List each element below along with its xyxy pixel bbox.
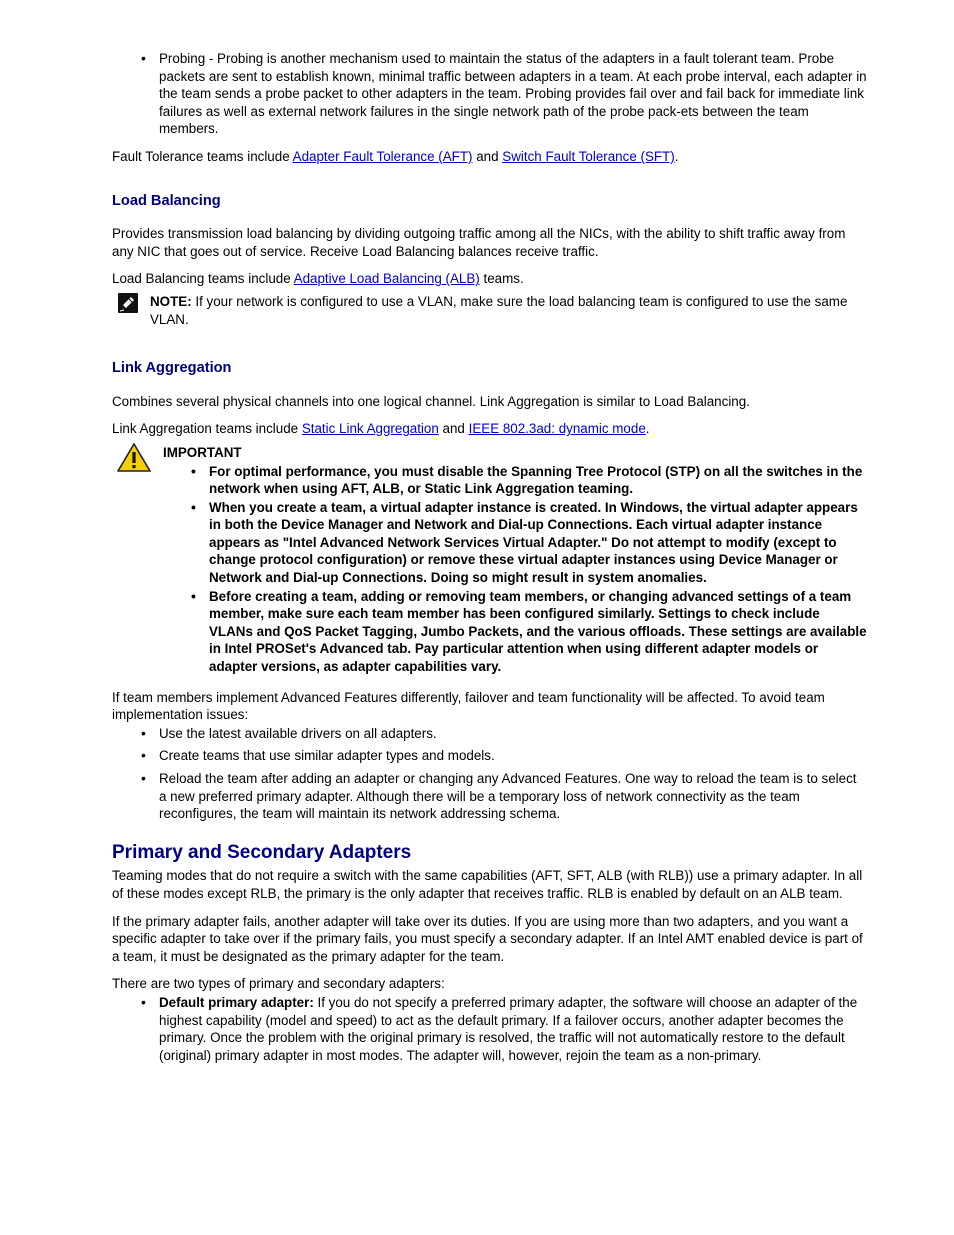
alb-link[interactable]: Adaptive Load Balancing (ALB) bbox=[293, 271, 480, 287]
default-primary-item bbox=[159, 994, 867, 1064]
important-item: • When you create a team, a virtual adapter instance is created. In Windows, the virtual adapter appears in both the Device Manager and Network and Dial-up Connections. Each virtual adapter instance appears as "Intel Advanced Network Services Virtual Adapter." Do not attempt to modify (except to change protocol configuration) or remove these virtual adapter instances using Device Manager or Network and Dial-up Connections. Doing so might result in system anomalies. bbox=[209, 499, 867, 587]
vlan-note bbox=[112, 293, 867, 328]
load-balancing-heading: Load Balancing bbox=[112, 192, 221, 209]
primary-secondary-paragraph-1: Teaming modes that do not require a switch with the same capabilities (AFT, SFT, ALB (with RLB)) use a primary adapter. In all of these modes except RLB, the primary is the only adapter that receives traffic. RLB is enabled by default on an ALB team. bbox=[112, 868, 863, 901]
probing-item: • Probing - Probing is another mechanism used to maintain the status of the adapters in a fault tolerant team. Probe packets are sent to establish known, minimal traffic between adapters in a team. At each probe interval, each adapter in the team sends a probe packet to other adapters in the team. Probing provides fail over and fail back for immediate link failures as well as external network failures in the single network path of the probe pack-ets between the team members. bbox=[159, 50, 867, 138]
load-balancing-teams-paragraph: Load Balancing teams include Adaptive Load Balancing (ALB) teams. bbox=[112, 271, 524, 287]
default-primary-label: Default primary adapter: bbox=[159, 994, 314, 1010]
important-label: IMPORTANT bbox=[163, 444, 242, 460]
note-text: If your network is configured to use a VLAN, make sure the load balancing team is configured to use the same VLAN. bbox=[150, 293, 848, 327]
link-aggregation-paragraph: Combines several physical channels into one logical channel. Link Aggregation is similar to Load Balancing. bbox=[112, 393, 750, 409]
probing-list bbox=[112, 50, 867, 138]
load-balancing-paragraph: Provides transmission load balancing by dividing outgoing traffic among all the NICs, with the ability to shift traffic away from any NIC that goes out of service. Receive Load Balancing balances receive traffic. bbox=[112, 226, 846, 259]
aft-link[interactable]: Adapter Fault Tolerance (AFT) bbox=[292, 148, 473, 164]
primary-secondary-paragraph-3: There are two types of primary and secondary adapters: bbox=[112, 976, 445, 992]
primary-secondary-heading: Primary and Secondary Adapters bbox=[112, 841, 412, 863]
list-item: • Reload the team after adding an adapter or changing any Advanced Features. One way to reload the team is to select a new preferred primary adapter. Although there will be a temporary loss of network connectivity as the team reconfigures, the team will maintain its network addressing schema. bbox=[159, 770, 867, 823]
sft-link[interactable]: Switch Fault Tolerance (SFT) bbox=[502, 148, 675, 164]
advanced-features-intro: If team members implement Advanced Features differently, failover and team functionality will be affected. To avoid team implementation issues: bbox=[112, 689, 825, 723]
important-list bbox=[163, 463, 867, 676]
ieee-8023ad-link[interactable]: IEEE 802.3ad: dynamic mode bbox=[468, 421, 646, 437]
advanced-features-list bbox=[112, 725, 867, 823]
important-item: • Before creating a team, adding or removing team members, or changing advanced settings of a team member, make sure each team member has been configured similarly. Settings to check include VLANs and QoS Packet Tagging, Jumbo Packets, and the various offloads. These settings are available in Intel PROSet's Advanced tab. Pay particular attention when using different adapter models or adapter versions, as adapter capabilities vary. bbox=[209, 588, 867, 676]
note-label: NOTE: bbox=[150, 293, 192, 309]
adapter-types-list bbox=[112, 994, 867, 1064]
list-item: • Use the latest available drivers on all adapters. bbox=[159, 725, 867, 743]
note-pencil-icon bbox=[118, 293, 138, 313]
warning-icon bbox=[116, 442, 152, 474]
static-link-aggregation-link[interactable]: Static Link Aggregation bbox=[301, 421, 439, 437]
link-aggregation-heading: Link Aggregation bbox=[112, 360, 232, 377]
important-item: • For optimal performance, you must disable the Spanning Tree Protocol (STP) on all the switches in the network when using AFT, ALB, or Static Link Aggregation teaming. bbox=[209, 463, 867, 498]
important-box bbox=[112, 444, 867, 676]
fault-tolerance-paragraph: Fault Tolerance teams include Adapter Fault Tolerance (AFT) and Switch Fault Tolerance (SFT). bbox=[112, 148, 679, 164]
list-item: • Create teams that use similar adapter types and models. bbox=[159, 747, 867, 765]
default-primary-text: If you do not specify a preferred primary adapter, the software will choose an adapter of the highest capability (model and speed) to act as the default primary. If a failover occurs, another adapter becomes the primary. Once the problem with the original primary is resolved, the traffic will not automatically restore to the default (original) primary adapter in most modes. The adapter will, however, rejoin the team as a non-primary. bbox=[159, 994, 858, 1063]
document-page bbox=[112, 50, 867, 1064]
link-aggregation-teams-paragraph: Link Aggregation teams include Static Link Aggregation and IEEE 802.3ad: dynamic mode. bbox=[112, 421, 650, 437]
primary-secondary-paragraph-2: If the primary adapter fails, another adapter will take over its duties. If you are using more than two adapters, and you want a specific adapter to take over if the primary fails, you must specify a secondary adapter. If an Intel AMT enabled device is part of a team, it must be designated as the primary adapter for the team. bbox=[112, 913, 863, 964]
